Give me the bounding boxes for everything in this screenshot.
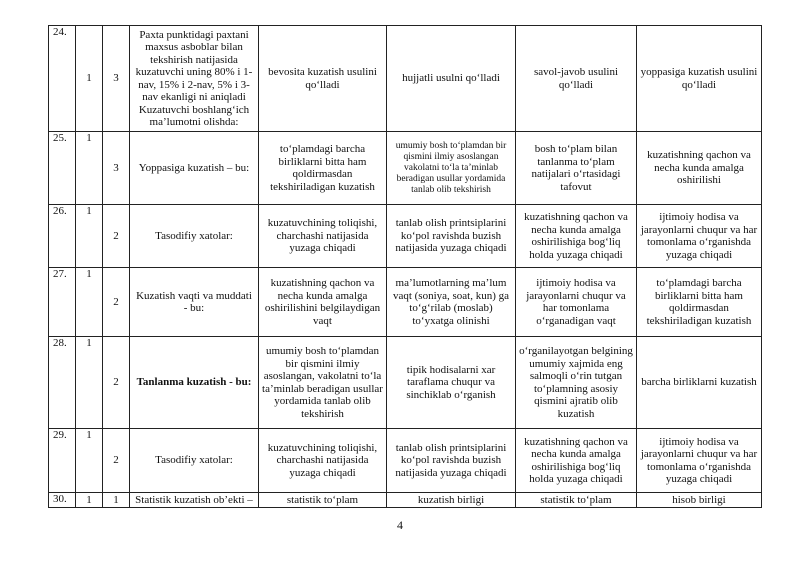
question-text: Tasodifiy xatolar: — [130, 429, 259, 493]
question-table — [48, 25, 762, 508]
answer-option: tanlab olish printsiplarini ko‘pol ravishda buzish natijasida yuzaga chiqadi — [387, 429, 516, 493]
question-text: Kuzatish vaqti va muddati - bu: — [130, 268, 259, 337]
answer-option: hujjatli usulni qo‘lladi — [387, 26, 516, 132]
question-text: Tanlanma kuzatish - bu: — [130, 337, 259, 429]
question-number: 26. — [49, 205, 76, 268]
question-number: 30. — [49, 493, 76, 508]
table-row — [49, 132, 762, 205]
answer-option: bosh to‘plam bilan tanlanma to‘plam natijalari o‘rtasidagi tafovut — [516, 132, 637, 205]
question-number: 29. — [49, 429, 76, 493]
question-text: Yoppasiga kuzatish – bu: — [130, 132, 259, 205]
score-cell: 1 — [103, 493, 130, 508]
correct-answer: kuzatuvchining toliqishi, charchashi natijasida yuzaga chiqadi — [259, 205, 387, 268]
answer-option: ma’lumotlarning ma’lum vaqt (soniya, soat, kun) ga to‘g‘rilab (moslab) to‘yxatga olinishi — [387, 268, 516, 337]
question-text: Statistik kuzatish ob’ekti – — [130, 493, 259, 508]
answer-option: ijtimoiy hodisa va jarayonlarni chuqur va har tomonlama o‘rganishda yuzaga chiqadi — [637, 205, 762, 268]
answer-option: to‘plamdagi barcha birliklarni bitta ham qoldirmasdan tekshiriladigan kuzatish — [637, 268, 762, 337]
answer-option: kuzatishning qachon va necha kunda amalga oshirilishiga bog‘liq holda yuzaga chiqadi — [516, 429, 637, 493]
score-cell: 3 — [103, 26, 130, 132]
correct-answer: to‘plamdagi barcha birliklarni bitta ham qoldirmasdan tekshiriladigan kuzatish — [259, 132, 387, 205]
answer-option: savol-javob usulini qo‘lladi — [516, 26, 637, 132]
table-row — [49, 205, 762, 268]
correct-answer: bevosita kuzatish usulini qo‘lladi — [259, 26, 387, 132]
level-cell: 1 — [76, 429, 103, 493]
level-cell: 1 — [76, 268, 103, 337]
level-cell: 1 — [76, 26, 103, 132]
answer-option: ijtimoiy hodisa va jarayonlarni chuqur va har tomonlama o‘rganadigan vaqt — [516, 268, 637, 337]
correct-answer: umumiy bosh to‘plamdan bir qismini ilmiy asoslangan, vakolatni to‘la ta’minlab beradigan usullar yordamida tanlab olib tekshirish — [259, 337, 387, 429]
question-text: Tasodifiy xatolar: — [130, 205, 259, 268]
correct-answer: kuzatishning qachon va necha kunda amalga oshirilishini belgilaydigan vaqt — [259, 268, 387, 337]
answer-option: o‘rganilayotgan belgining umumiy xajmida eng salmoqli o‘rin tutgan to‘plamning asosiy qismini ajratib olib kuzatish — [516, 337, 637, 429]
score-cell: 2 — [103, 268, 130, 337]
answer-option: yoppasiga kuzatish usulini qo‘lladi — [637, 26, 762, 132]
level-cell: 1 — [76, 132, 103, 205]
score-cell: 3 — [103, 132, 130, 205]
answer-option: umumiy bosh to‘plamdan bir qismini ilmiy asoslangan vakolatni to‘la ta’minlab beradigan usullar yordamida tanlab olib tekshirish — [387, 132, 516, 205]
table-row — [49, 268, 762, 337]
table-row — [49, 429, 762, 493]
score-cell: 2 — [103, 205, 130, 268]
level-cell: 1 — [76, 337, 103, 429]
table-row — [49, 26, 762, 132]
answer-option: statistik to‘plam — [516, 493, 637, 508]
level-cell: 1 — [76, 493, 103, 508]
question-number: 25. — [49, 132, 76, 205]
table-row — [49, 337, 762, 429]
correct-answer: statistik to‘plam — [259, 493, 387, 508]
answer-option: barcha birliklarni kuzatish — [637, 337, 762, 429]
table-row — [49, 493, 762, 508]
answer-option: tipik hodisalarni xar taraflama chuqur va sinchiklab o‘rganish — [387, 337, 516, 429]
score-cell: 2 — [103, 337, 130, 429]
answer-option: ijtimoiy hodisa va jarayonlarni chuqur va har tomonlama o‘rganishda yuzaga chiqadi — [637, 429, 762, 493]
answer-option: tanlab olish printsiplarini ko‘pol ravishda buzish natijasida yuzaga chiqadi — [387, 205, 516, 268]
question-number: 27. — [49, 268, 76, 337]
answer-option: kuzatishning qachon va necha kunda amalga oshirilishiga bog‘liq holda yuzaga chiqadi — [516, 205, 637, 268]
page-number: 4 — [397, 518, 403, 532]
score-cell: 2 — [103, 429, 130, 493]
question-text: Paxta punktidagi paxtani maxsus asboblar bilan tekshirish natijasida kuzatuvchi uning 80% i 1-nav, 15% i 2-nav, 5% i 3-nav ekanligi ni aniqladi Kuzatuvchi boshlang‘ich ma’lumotni olishda: — [130, 26, 259, 132]
answer-option: kuzatishning qachon va necha kunda amalga oshirilishi — [637, 132, 762, 205]
question-number: 24. — [49, 26, 76, 132]
level-cell: 1 — [76, 205, 103, 268]
correct-answer: kuzatuvchining toliqishi, charchashi natijasida yuzaga chiqadi — [259, 429, 387, 493]
answer-option: kuzatish birligi — [387, 493, 516, 508]
question-number: 28. — [49, 337, 76, 429]
answer-option: hisob birligi — [637, 493, 762, 508]
